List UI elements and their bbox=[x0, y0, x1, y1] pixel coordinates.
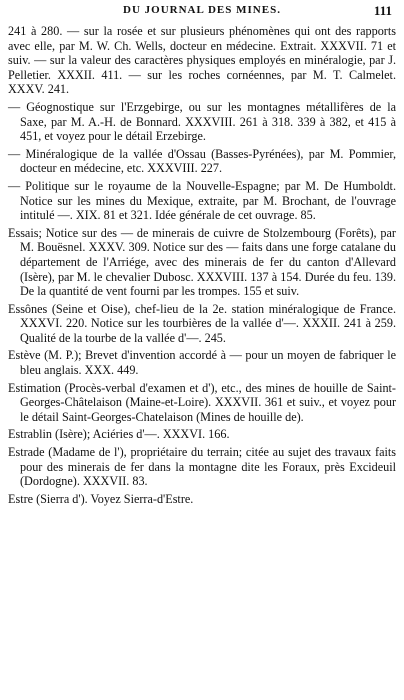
index-entry: Essônes (Seine et Oise), chef-lieu de la 2e. station minéralogique de France. XXXVI. 220. Notice sur les tourbières de la vallée d'—. XXXII. 241 à 259. Qualité de la tourbe de la vallée d'—. 245. bbox=[8, 301, 396, 345]
index-entry: Estrablin (Isère); Aciéries d'—. XXXVI. 166. bbox=[8, 427, 230, 442]
index-body bbox=[8, 24, 396, 509]
index-entry: Estimation (Procès-verbal d'examen et d'), etc., des mines de houille de Saint-Georges-Châtelaison (Maine-et-Loire). XXXVII. 361 et suiv., et voyez pour le détail Saint-Georges-Chatelaison (Mines de houille de). bbox=[8, 380, 396, 424]
index-entry: — Géognostique sur l'Erzgebirge, ou sur les montagnes métallifères de la Saxe, par M. A.-H. de Bonnard. XXXVIII. 261 à 318. 339 à 382, et 415 à 451, et voyez pour le détail Erzebirge. bbox=[8, 99, 396, 144]
index-entry: Estre (Sierra d'). Voyez Sierra-d'Estre. bbox=[8, 491, 194, 506]
index-entry: 241 à 280. — sur la rosée et sur plusieurs phénomènes qui ont des rapports avec elle, par M. W. Ch. Wells, docteur en médecine. Extrait. XXXVII. 71 et suiv. — sur la valeur des caractères physiques employés en minéralogie, par J. Pelletier. XXXII. 411. — sur les roches cornéennes, par M. T. Calmelet. XXXV. 241. bbox=[8, 24, 396, 97]
page-number: 111 bbox=[373, 3, 392, 18]
running-title: DU JOURNAL DES MINES. bbox=[123, 4, 281, 16]
page-header bbox=[0, 4, 404, 22]
index-entry: Estève (M. P.); Brevet d'invention accordé à — pour un moyen de fabriquer le bleu anglais. XXX. 449. bbox=[8, 348, 396, 378]
index-entry: Estrade (Madame de l'), propriétaire du terrain; citée au sujet des travaux faits pour des minerais de fer dans la montagne dite les Foraux, près Excideuil (Dordogne). XXXVII. 83. bbox=[8, 445, 396, 489]
index-entry: Essais; Notice sur des — de minerais de cuivre de Stolzembourg (Forêts), par M. Bouësnel. XXXV. 309. Notice sur des — faits dans une forge catalane du département de l'Arriége, avec des minerais de fer du canton d'Allevard (Isère), par M. le chevalier Dubosc. XXXVIII. 137 à 154. Durée du feu. 139. De la quantité de vent fourni par les trompes. 155 et suiv. bbox=[8, 225, 396, 299]
index-entry: — Minéralogique de la vallée d'Ossau (Basses-Pyrénées), par M. Pommier, docteur en médecine, etc. XXXVIII. 227. bbox=[8, 146, 396, 176]
index-entry: — Politique sur le royaume de la Nouvelle-Espagne; par M. De Humboldt. Notice sur les mines du Mexique, extraite, par M. Brochant, de l'ouvrage intitulé —. XIX. 81 et 321. Idée générale de cet ouvrage. 85. bbox=[8, 178, 396, 223]
